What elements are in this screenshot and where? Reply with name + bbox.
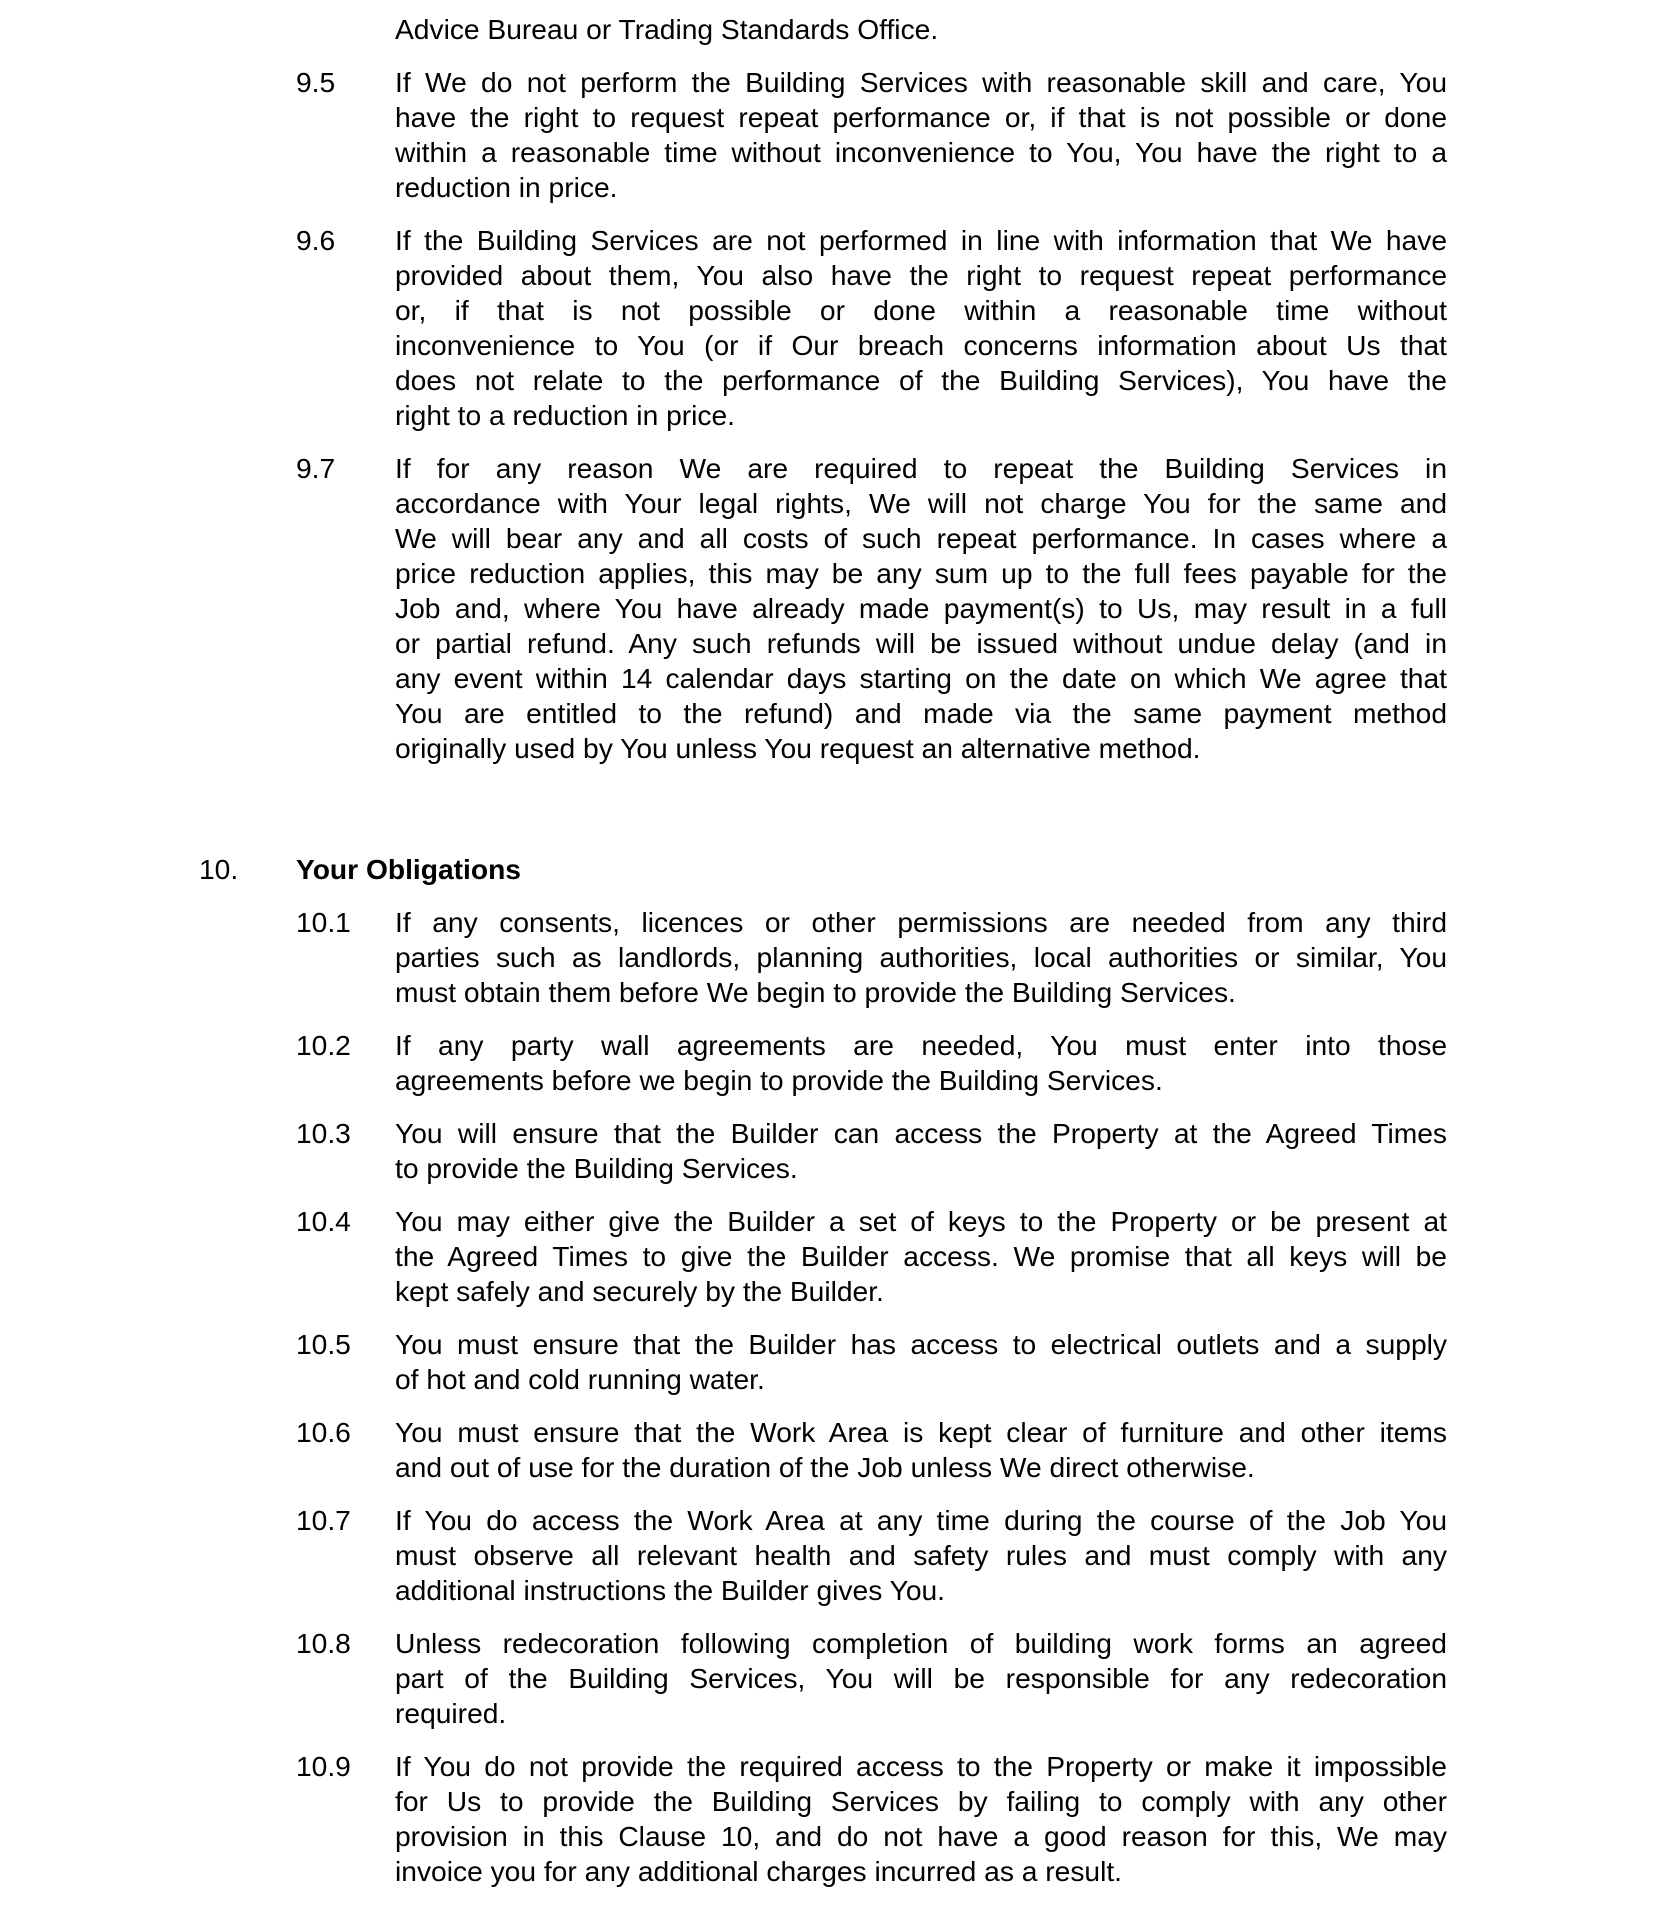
clause-number: 9.5 — [296, 66, 336, 98]
clause-text-line: the Agreed Times to give the Builder access. We promise that all keys will be — [395, 1240, 1447, 1272]
clause-text-line: If any consents, licences or other permissions are needed from any third — [395, 906, 1447, 938]
section-number: 10. — [199, 853, 239, 885]
clause-number: 10.3 — [296, 1117, 351, 1149]
clause-text-line: invoice you for any additional charges incurred as a result. — [395, 1855, 1123, 1887]
clause-text-line: You must ensure that the Work Area is kept clear of furniture and other items — [395, 1416, 1447, 1448]
clause-text-line: must observe all relevant health and safety rules and must comply with any — [395, 1539, 1447, 1571]
clause-number: 10.7 — [296, 1504, 351, 1536]
clause-text-line: does not relate to the performance of the Building Services), You have the — [395, 364, 1447, 396]
clause-text-line: additional instructions the Builder gives You. — [395, 1574, 946, 1606]
clause-text-line: If You do access the Work Area at any time during the course of the Job You — [395, 1504, 1447, 1536]
clause-text-line: If the Building Services are not performed in line with information that We have — [395, 224, 1447, 256]
clause-number: 10.8 — [296, 1627, 351, 1659]
clause-text-line: price reduction applies, this may be any sum up to the full fees payable for the — [395, 557, 1447, 589]
clause-text-line: for Us to provide the Building Services by failing to comply with any other — [395, 1785, 1447, 1817]
clause-text-line: You are entitled to the refund) and made via the same payment method — [395, 697, 1447, 729]
clause-number: 10.6 — [296, 1416, 351, 1448]
clause-text-line: You will ensure that the Builder can access the Property at the Agreed Times — [395, 1117, 1447, 1149]
clause-text-line: inconvenience to You (or if Our breach concerns information about Us that — [395, 329, 1447, 361]
clause-text-line: provision in this Clause 10, and do not have a good reason for this, We may — [395, 1820, 1447, 1852]
intro-line: Advice Bureau or Trading Standards Office. — [395, 13, 939, 45]
clause-text-line: required. — [395, 1697, 507, 1729]
clause-text-line: any event within 14 calendar days starting on the date on which We agree that — [395, 662, 1447, 694]
clause-text-line: We will bear any and all costs of such repeat performance. In cases where a — [395, 522, 1447, 554]
clause-number: 10.1 — [296, 906, 351, 938]
clause-text-line: parties such as landlords, planning authorities, local authorities or similar, You — [395, 941, 1447, 973]
clause-text-line: If You do not provide the required access to the Property or make it impossible — [395, 1750, 1447, 1782]
clause-text-line: right to a reduction in price. — [395, 399, 735, 431]
clause-text-line: kept safely and securely by the Builder. — [395, 1275, 884, 1307]
clause-text-line: agreements before we begin to provide the Building Services. — [395, 1064, 1163, 1096]
clause-text-line: or partial refund. Any such refunds will be issued without undue delay (and in — [395, 627, 1447, 659]
clause-number: 10.9 — [296, 1750, 351, 1782]
clause-number: 10.2 — [296, 1029, 351, 1061]
clause-text-line: of hot and cold running water. — [395, 1363, 765, 1395]
clause-text-line: to provide the Building Services. — [395, 1152, 798, 1184]
clause-text-line: accordance with Your legal rights, We will not charge You for the same and — [395, 487, 1447, 519]
clause-text-line: You may either give the Builder a set of keys to the Property or be present at — [395, 1205, 1447, 1237]
clause-text-line: originally used by You unless You request an alternative method. — [395, 732, 1201, 764]
section-title: Your Obligations — [296, 853, 521, 885]
clause-text-line: Job and, where You have already made payment(s) to Us, may result in a full — [395, 592, 1447, 624]
clause-text-line: have the right to request repeat performance or, if that is not possible or done — [395, 101, 1447, 133]
clause-text-line: You must ensure that the Builder has access to electrical outlets and a supply — [395, 1328, 1447, 1360]
clause-text-line: part of the Building Services, You will be responsible for any redecoration — [395, 1662, 1447, 1694]
clause-text-line: If any party wall agreements are needed, You must enter into those — [395, 1029, 1447, 1061]
clause-text-line: or, if that is not possible or done within a reasonable time without — [395, 294, 1447, 326]
clause-text-line: Unless redecoration following completion of building work forms an agreed — [395, 1627, 1447, 1659]
clause-text-line: within a reasonable time without inconvenience to You, You have the right to a — [395, 136, 1447, 168]
clause-text-line: If We do not perform the Building Services with reasonable skill and care, You — [395, 66, 1447, 98]
clause-text-line: and out of use for the duration of the Job unless We direct otherwise. — [395, 1451, 1255, 1483]
clause-number: 10.5 — [296, 1328, 351, 1360]
clause-number: 9.6 — [296, 224, 336, 256]
clause-number: 9.7 — [296, 452, 336, 484]
clause-number: 10.4 — [296, 1205, 351, 1237]
clause-text-line: must obtain them before We begin to provide the Building Services. — [395, 976, 1236, 1008]
clause-text-line: reduction in price. — [395, 171, 618, 203]
clause-text-line: provided about them, You also have the right to request repeat performance — [395, 259, 1447, 291]
clause-text-line: If for any reason We are required to repeat the Building Services in — [395, 452, 1447, 484]
